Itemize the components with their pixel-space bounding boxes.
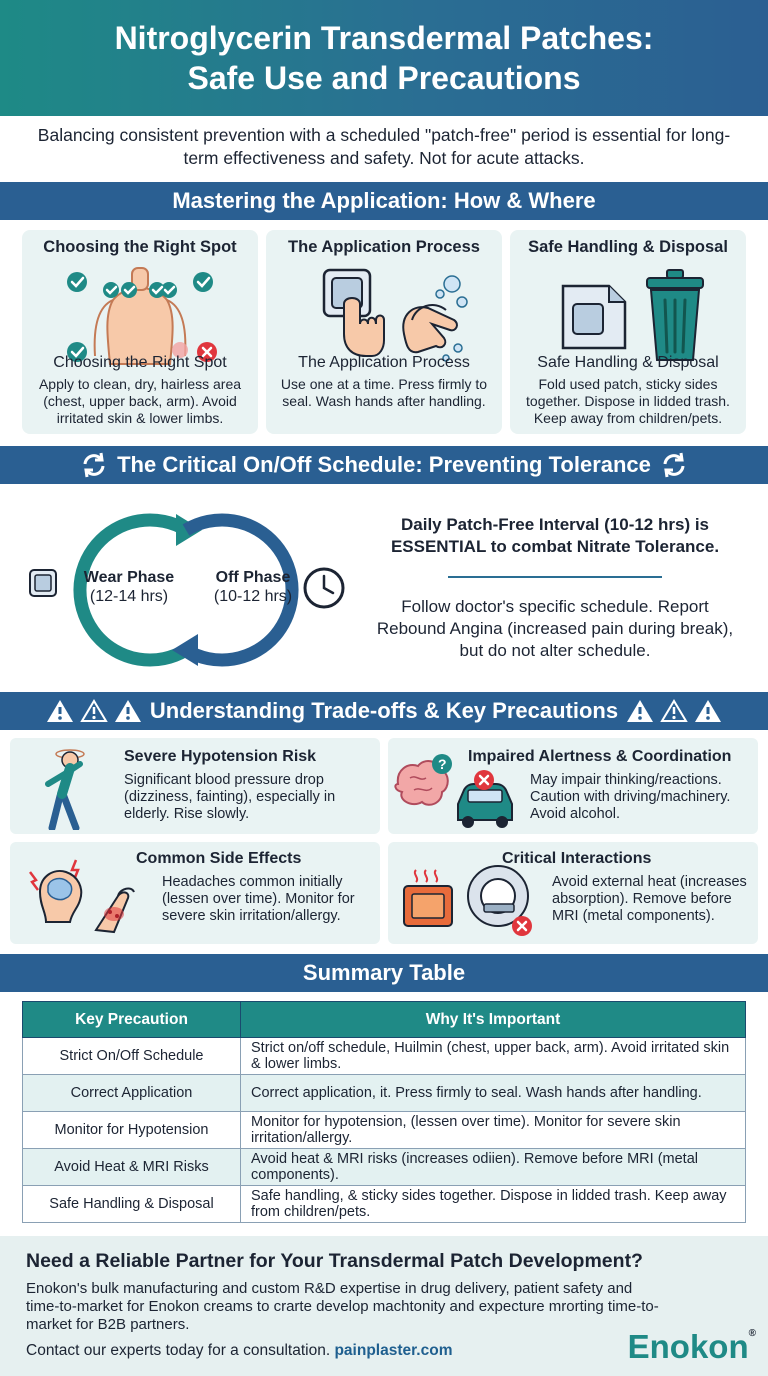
card-title: Choosing the Right Spot bbox=[43, 238, 237, 256]
contact-text: Contact our experts today for a consultation. bbox=[26, 1342, 331, 1359]
card-title: Severe Hypotension Risk bbox=[124, 748, 317, 765]
wear-phase-title: Wear Phase bbox=[83, 569, 175, 586]
table-row bbox=[23, 1112, 746, 1149]
refresh-icon bbox=[659, 450, 689, 480]
table-row bbox=[23, 1038, 746, 1075]
application-heading-text: Mastering the Application: How & Where bbox=[172, 188, 596, 213]
card-application-process bbox=[266, 230, 502, 434]
headache-skin-icon bbox=[22, 852, 152, 943]
card-title: Safe Handling & Disposal bbox=[528, 238, 728, 256]
column-header: Key Precaution bbox=[23, 1002, 241, 1038]
off-phase-hours: (10-12 hrs) bbox=[213, 588, 293, 605]
off-phase-title: Off Phase bbox=[215, 569, 291, 586]
card-handling-disposal bbox=[510, 230, 746, 434]
clock-icon bbox=[305, 569, 343, 607]
warning-icon bbox=[626, 698, 654, 724]
table-header-row bbox=[23, 1002, 746, 1038]
table-row bbox=[23, 1149, 746, 1186]
table-cell-key: Monitor for Hypotension bbox=[23, 1112, 241, 1149]
table-cell-why: Correct application, it. Press firmly to seal. Wash hands after handling. bbox=[241, 1075, 746, 1112]
patch-trash-icon bbox=[510, 264, 746, 368]
divider bbox=[448, 576, 662, 578]
schedule-section-heading bbox=[0, 446, 768, 484]
table-cell-key: Safe Handling & Disposal bbox=[23, 1186, 241, 1223]
card-title: Impaired Alertness & Coordination bbox=[468, 748, 732, 765]
warning-icon bbox=[114, 698, 142, 724]
card-text: Headaches common initially (lessen over time). Monitor for severe skin irritation/allergy. bbox=[162, 874, 355, 924]
table-row bbox=[23, 1075, 746, 1112]
wear-phase-label bbox=[74, 568, 184, 606]
card-text: Apply to clean, dry, hairless area (chest, upper back, arm). Avoid irritated skin & lower limbs. bbox=[38, 376, 242, 426]
card-subtitle: The Application Process bbox=[298, 354, 470, 371]
card-interactions bbox=[388, 842, 758, 944]
card-hypotension bbox=[10, 738, 380, 834]
table-cell-key: Avoid Heat & MRI Risks bbox=[23, 1149, 241, 1186]
summary-section-heading bbox=[0, 954, 768, 992]
svg-text:?: ? bbox=[438, 756, 447, 772]
page-header bbox=[0, 0, 768, 116]
off-phase-label bbox=[198, 568, 308, 606]
page-title-line2: Safe Use and Precautions bbox=[187, 60, 581, 96]
footer-heading: Need a Reliable Partner for Your Transdermal Patch Development? bbox=[26, 1250, 643, 1272]
card-text: Use one at a time. Press firmly to seal. Wash hands after handling. bbox=[280, 376, 488, 409]
schedule-body: Follow doctor's specific schedule. Report Rebound Angina (increased pain during break), but do not alter schedule. bbox=[376, 597, 734, 660]
card-alertness bbox=[388, 738, 758, 834]
card-title: Critical Interactions bbox=[502, 850, 652, 867]
card-text: Avoid external heat (increases absorption). Remove before MRI (metal components). bbox=[552, 874, 747, 924]
heat-mri-icon bbox=[398, 864, 538, 947]
table-cell-why: Avoid heat & MRI risks (increases odiien). Remove before MRI (metal components). bbox=[241, 1149, 746, 1186]
table-cell-key: Correct Application bbox=[23, 1075, 241, 1112]
schedule-heading-text: The Critical On/Off Schedule: Preventing Tolerance bbox=[117, 452, 651, 477]
dizzy-person-icon bbox=[30, 744, 100, 835]
warning-outline-icon bbox=[660, 698, 688, 724]
precautions-section-heading bbox=[0, 692, 768, 730]
warning-icon bbox=[694, 698, 722, 724]
card-title: The Application Process bbox=[288, 238, 480, 256]
table-cell-why: Safe handling, & sticky sides together. Dispose in lidded trash. Keep away from children/pets. bbox=[241, 1186, 746, 1223]
application-section-heading bbox=[0, 182, 768, 220]
summary-table bbox=[22, 1001, 746, 1223]
page-title-line1: Nitroglycerin Transdermal Patches: bbox=[114, 20, 654, 56]
enokon-logo bbox=[628, 1328, 756, 1366]
footer-body: Enokon's bulk manufacturing and custom R&D expertise in drug delivery, patient safety and time-to-market for Enokon creams to crarte develop machtonity and expecture mrorting time-to-market for B2B partners. bbox=[26, 1280, 659, 1333]
wear-off-cycle-diagram bbox=[16, 500, 356, 680]
footer-cta bbox=[0, 1236, 768, 1376]
patch-icon bbox=[30, 570, 56, 596]
table-row bbox=[23, 1186, 746, 1223]
schedule-headline: Daily Patch-Free Interval (10-12 hrs) is ESSENTIAL to combat Nitrate Tolerance. bbox=[390, 515, 720, 556]
footer-contact bbox=[26, 1342, 452, 1360]
logo-text: Enokon bbox=[627, 1328, 749, 1365]
table-cell-why: Monitor for hypotension, (lessen over time). Monitor for severe skin irritation/allergy. bbox=[241, 1112, 746, 1149]
card-subtitle: Safe Handling & Disposal bbox=[537, 354, 719, 371]
precautions-heading-text: Understanding Trade-offs & Key Precautions bbox=[149, 698, 619, 723]
column-header: Why It's Important bbox=[241, 1002, 746, 1038]
card-choosing-spot bbox=[22, 230, 258, 434]
card-subtitle: Choosing the Right Spot bbox=[53, 354, 227, 371]
body-checkmarks-icon bbox=[22, 264, 258, 368]
press-and-wash-icon bbox=[266, 264, 502, 368]
brain-car-icon bbox=[392, 754, 518, 835]
summary-heading-text: Summary Table bbox=[302, 960, 466, 985]
contact-link[interactable]: painplaster.com bbox=[334, 1342, 453, 1359]
table-cell-key: Strict On/Off Schedule bbox=[23, 1038, 241, 1075]
card-text: May impair thinking/reactions. Caution with driving/machinery. Avoid alcohol. bbox=[530, 772, 731, 822]
logo-registered-mark: ® bbox=[748, 1328, 756, 1339]
table-cell-why: Strict on/off schedule, Huilmin (chest, upper back, arm). Avoid irritated skin & lower limbs. bbox=[241, 1038, 746, 1075]
warning-outline-icon bbox=[80, 698, 108, 724]
card-side-effects bbox=[10, 842, 380, 944]
card-text: Significant blood pressure drop (dizziness, fainting), especially in elderly. Rise slowly. bbox=[124, 772, 336, 822]
intro-text: Balancing consistent prevention with a scheduled "patch-free" period is essential for long-term effectiveness and safety. Not for acute attacks. bbox=[37, 125, 731, 168]
wear-phase-hours: (12-14 hrs) bbox=[89, 588, 169, 605]
card-title: Common Side Effects bbox=[136, 850, 302, 867]
card-text: Fold used patch, sticky sides together. Dispose in lidded trash. Keep away from children/pets. bbox=[526, 376, 730, 426]
refresh-icon bbox=[79, 450, 109, 480]
warning-icon bbox=[46, 698, 74, 724]
